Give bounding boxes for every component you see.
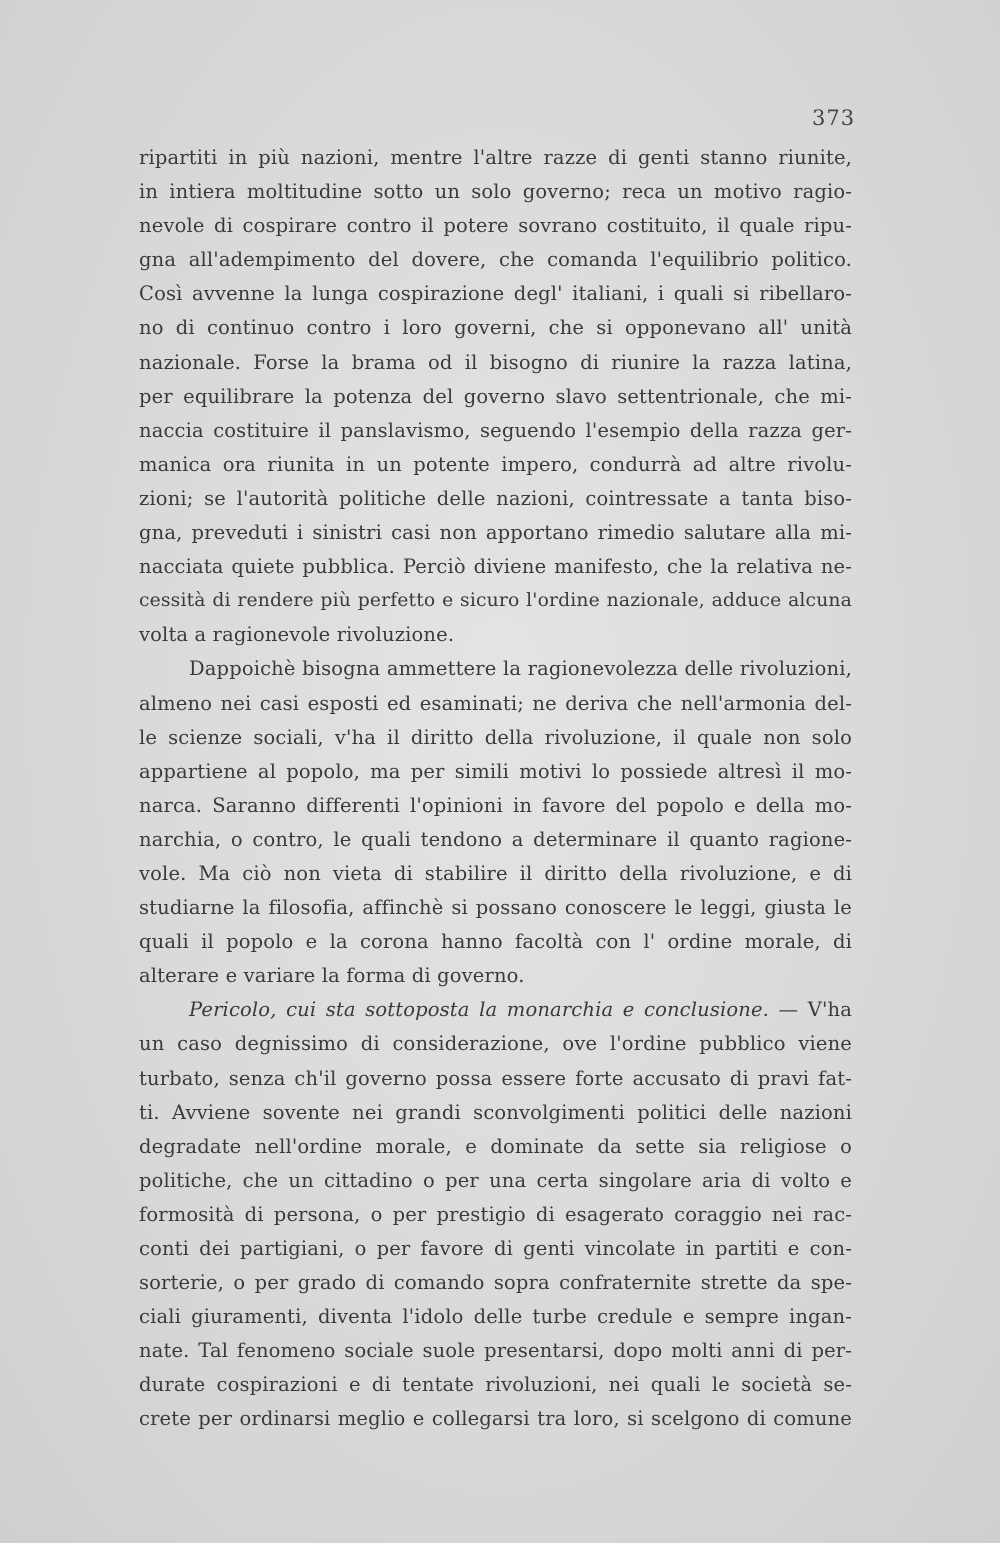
- text-line: manica ora riunita in un potente impero, condurrà ad altre rivolu-: [139, 452, 852, 476]
- text-line: un caso degnissimo di considerazione, ove l'ordine pubblico viene: [139, 1032, 852, 1056]
- text-line: turbato, senza ch'il governo possa essere forte accusato di pravi fat-: [139, 1066, 852, 1090]
- text-line: no di continuo contro i loro governi, che si opponevano all' unità: [139, 316, 852, 340]
- text-line: naccia costituire il panslavismo, seguendo l'esempio della razza ger-: [139, 418, 852, 442]
- paragraph-end-line: alterare e variare la forma di governo.: [139, 964, 525, 988]
- text-line: narca. Saranno differenti l'opinioni in favore del popolo e della mo-: [139, 793, 852, 817]
- text-line: quali il popolo e la corona hanno facoltà con l' ordine morale, di: [139, 930, 852, 954]
- text-line: degradate nell'ordine morale, e dominate da sette sia religiose o: [139, 1134, 852, 1158]
- text-line: le scienze sociali, v'ha il diritto della rivoluzione, il quale non solo: [139, 725, 852, 749]
- body-text: [139, 141, 852, 1437]
- text-line: per equilibrare la potenza del governo slavo settentrionale, che mi-: [139, 384, 852, 408]
- text-line: nate. Tal fenomeno sociale suole presentarsi, dopo molti anni di per-: [139, 1339, 852, 1363]
- text-line: narchia, o contro, le quali tendono a determinare il quanto ragione-: [139, 827, 852, 851]
- text-line: politiche, che un cittadino o per una certa singolare aria di volto e: [139, 1168, 852, 1192]
- text-line: almeno nei casi esposti ed esaminati; ne deriva che nell'armonia del-: [139, 691, 852, 715]
- text-line: nacciata quiete pubblica. Perciò diviene manifesto, che la relativa ne-: [139, 555, 852, 579]
- text-line: ciali giuramenti, diventa l'idolo delle turbe credule e sempre ingan-: [139, 1305, 852, 1329]
- paragraph-end-line: volta a ragionevole rivoluzione.: [139, 623, 455, 647]
- text-line: appartiene al popolo, ma per simili motivi lo possiede altresì il mo-: [139, 759, 852, 783]
- text-line: vole. Ma ciò non vieta di stabilire il diritto della rivoluzione, e di: [139, 861, 852, 885]
- text-line: nazionale. Forse la brama od il bisogno di riunire la razza latina,: [139, 350, 852, 374]
- page-number: 373: [812, 106, 856, 130]
- text-line: gna, preveduti i sinistri casi non apportano rimedio salutare alla mi-: [139, 521, 852, 545]
- section-heading: Pericolo, cui sta sottoposta la monarchia e conclusione.: [189, 998, 770, 1022]
- text-line: sorterie, o per grado di comando sopra confraternite strette da spe-: [139, 1271, 852, 1295]
- paragraph-start-line: Dappoichè bisogna ammettere la ragionevolezza delle rivoluzioni,: [189, 657, 852, 681]
- section-heading-continuation: — V'ha: [778, 998, 852, 1022]
- text-line: zioni; se l'autorità politiche delle nazioni, cointressate a tanta biso-: [139, 486, 852, 510]
- section-heading-line: [139, 993, 852, 1027]
- text-line: durate cospirazioni e di tentate rivoluzioni, nei quali le società se-: [139, 1373, 852, 1397]
- text-line: gna all'adempimento del dovere, che comanda l'equilibrio politico.: [139, 248, 852, 272]
- text-line: cessità di rendere più perfetto e sicuro l'ordine nazionale, adduce alcuna: [139, 590, 852, 612]
- text-line: formosità di persona, o per prestigio di esagerato coraggio nei rac-: [139, 1202, 852, 1226]
- text-line: studiarne la filosofia, affinchè si possano conoscere le leggi, giusta le: [139, 896, 852, 920]
- text-line: ti. Avviene sovente nei grandi sconvolgimenti politici delle nazioni: [139, 1100, 852, 1124]
- text-line: crete per ordinarsi meglio e collegarsi tra loro, si scelgono di comune: [139, 1407, 852, 1431]
- text-line: nevole di cospirare contro il potere sovrano costituito, il quale ripu-: [139, 214, 852, 238]
- text-line: in intiera moltitudine sotto un solo governo; reca un motivo ragio-: [139, 180, 852, 204]
- text-line: ripartiti in più nazioni, mentre l'altre razze di genti stanno riunite,: [139, 146, 852, 169]
- text-line: Così avvenne la lunga cospirazione degl' italiani, i quali si ribellaro-: [139, 282, 852, 306]
- text-line: conti dei partigiani, o per favore di genti vincolate in partiti e con-: [139, 1237, 852, 1260]
